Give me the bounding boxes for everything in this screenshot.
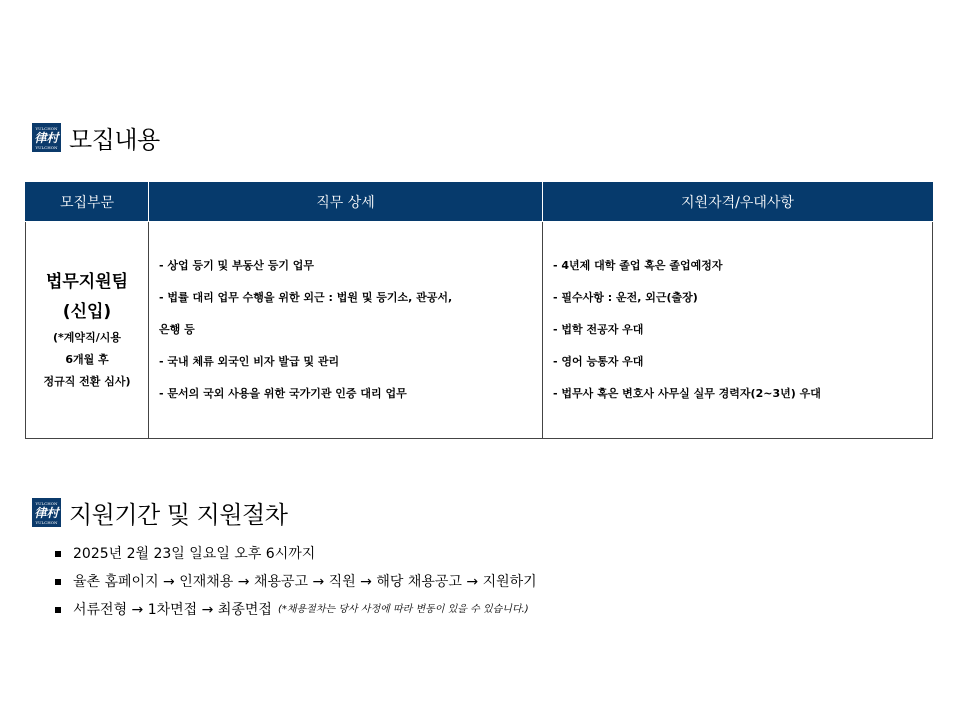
section-title: 모집내용 — [69, 126, 160, 154]
list-item: - 국내 체류 외국인 비자 발급 및 관리 — [159, 355, 340, 368]
section-heading-application — [32, 495, 287, 530]
department-note: 정규직 전환 심사) — [43, 375, 131, 388]
recruitment-table — [25, 182, 933, 439]
department-type: (신입) — [62, 302, 112, 322]
list-item: - 문서의 국외 사용을 위한 국가기관 인증 대리 업무 — [159, 387, 407, 400]
department-cell — [26, 222, 149, 439]
department-note: (*계약직/시용 — [53, 331, 121, 344]
table-header-row — [26, 183, 933, 222]
yulchon-logo-icon: YULCHON 律村 YULCHON — [32, 498, 61, 527]
duties-cell — [149, 222, 543, 439]
list-item: 율촌 홈페이지 → 인재채용 → 채용공고 → 직원 → 해당 채용공고 → 지원하기 — [55, 568, 537, 596]
department-note: 6개월 후 — [65, 353, 109, 366]
table-row — [26, 222, 933, 439]
list-item: 2025년 2월 23일 일요일 오후 6시까지 — [55, 540, 537, 568]
header-qualifications: 지원자격/우대사항 — [543, 183, 933, 222]
bullet-square-icon — [55, 579, 61, 585]
list-item: - 필수사항 : 운전, 외근(출장) — [553, 291, 698, 304]
procedure-note: (*채용절차는 당사 사정에 따라 변동이 있을 수 있습니다.) — [277, 604, 529, 615]
list-item: 은행 등 — [159, 323, 195, 336]
list-item: - 4년제 대학 졸업 혹은 졸업예정자 — [553, 259, 723, 272]
list-item: - 영어 능통자 우대 — [553, 355, 644, 368]
list-item: - 법학 전공자 우대 — [553, 323, 644, 336]
section-title: 지원기간 및 지원절차 — [69, 501, 288, 529]
list-item: - 상업 등기 및 부동산 등기 업무 — [159, 259, 315, 272]
section-heading-recruitment — [32, 120, 160, 155]
bullet-square-icon — [55, 551, 61, 557]
yulchon-logo-icon: YULCHON 律村 YULCHON — [32, 123, 61, 152]
header-department: 모집부문 — [26, 183, 149, 222]
list-item: 서류전형 → 1차면접 → 최종면접 (*채용절차는 당사 사정에 따라 변동이 있을 수 있습니다.) — [55, 596, 537, 624]
header-duties: 직무 상세 — [149, 183, 543, 222]
bullet-square-icon — [55, 607, 61, 613]
list-item: - 법률 대리 업무 수행을 위한 외근 : 법원 및 등기소, 관공서, — [159, 291, 453, 304]
qualifications-cell — [543, 222, 933, 439]
department-name: 법무지원팀 — [45, 272, 129, 292]
list-item: - 법무사 혹은 변호사 사무실 실무 경력자(2~3년) 우대 — [553, 387, 821, 400]
application-list — [55, 540, 537, 624]
